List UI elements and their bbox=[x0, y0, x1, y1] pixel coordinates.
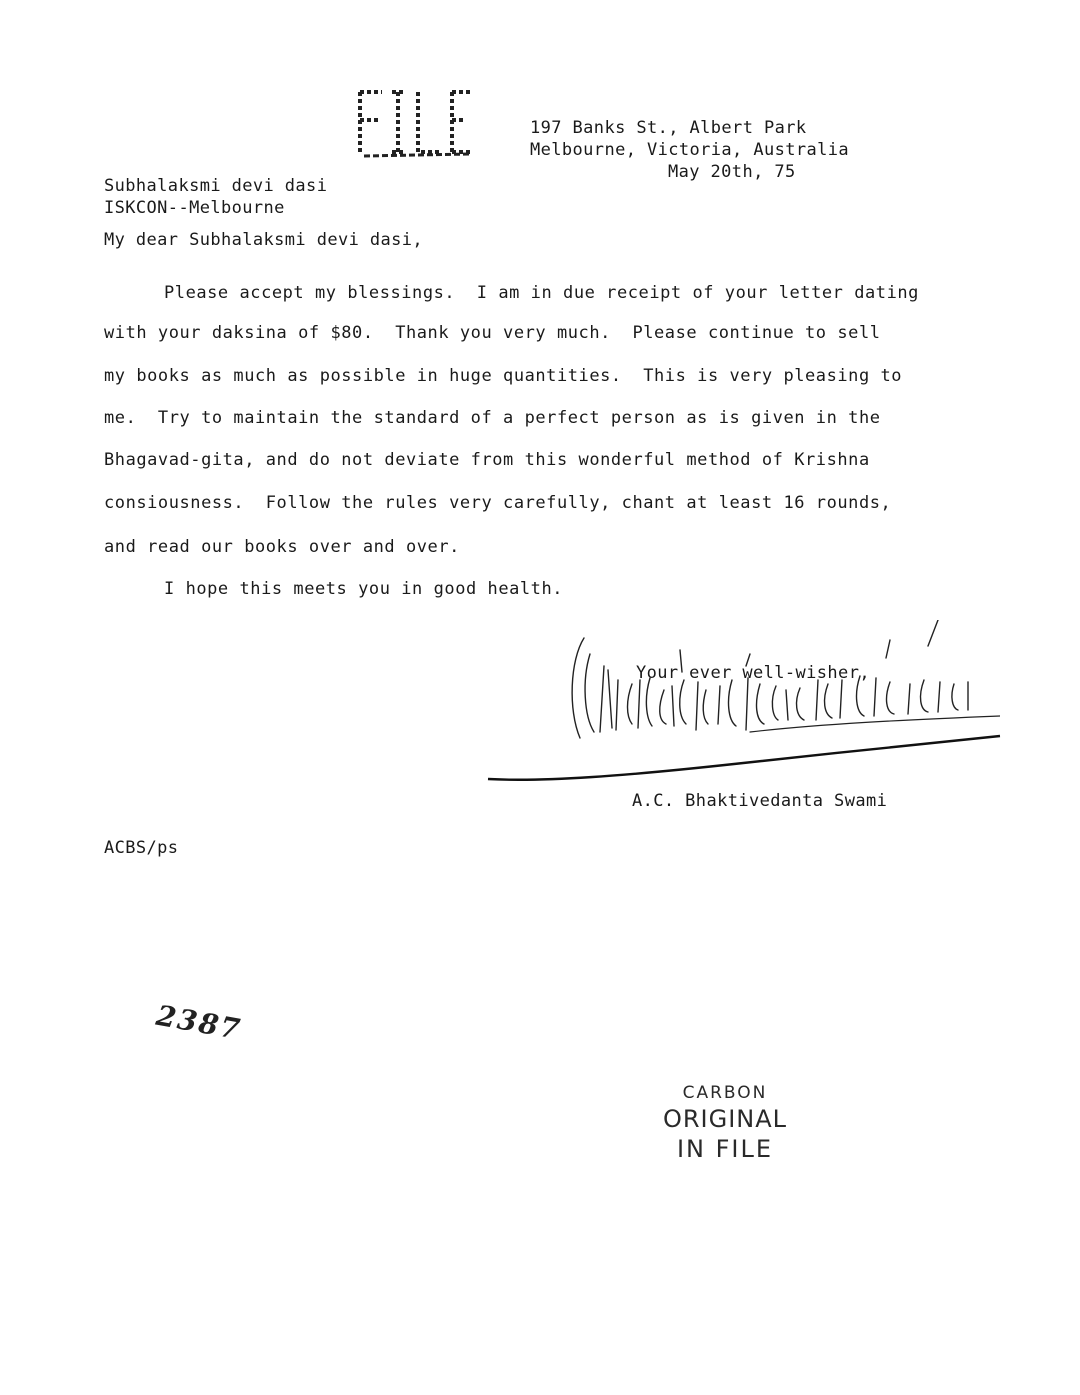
body-line: Bhagavad-gita, and do not deviate from this wonderful method of Krishna bbox=[104, 450, 870, 470]
body-line: and read our books over and over. bbox=[104, 537, 460, 557]
carbon-stamp-line-3: IN FILE bbox=[676, 1135, 774, 1163]
file-stamp bbox=[352, 86, 474, 160]
body-line: Please accept my blessings. I am in due receipt of your letter dating bbox=[164, 283, 919, 303]
salutation: My dear Subhalaksmi devi dasi, bbox=[104, 230, 424, 250]
carbon-stamp bbox=[640, 1082, 810, 1164]
recipient-org: ISKCON--Melbourne bbox=[104, 198, 285, 218]
body-line: consiousness. Follow the rules very carefully, chant at least 16 rounds, bbox=[104, 493, 892, 513]
letter-date: May 20th, 75 bbox=[668, 162, 796, 182]
recipient-name: Subhalaksmi devi dasi bbox=[104, 176, 328, 196]
signature-line bbox=[484, 724, 1004, 786]
carbon-stamp-line-2: ORIGINAL bbox=[662, 1105, 788, 1133]
typist-initials: ACBS/ps bbox=[104, 838, 179, 858]
signoff: Your ever well-wisher, bbox=[636, 663, 870, 683]
address-line-2: Melbourne, Victoria, Australia bbox=[530, 140, 850, 160]
archive-number: 2387 bbox=[153, 998, 245, 1047]
signature-name: A.C. Bhaktivedanta Swami bbox=[632, 791, 888, 811]
address-line-1: 197 Banks St., Albert Park bbox=[530, 118, 807, 138]
carbon-stamp-line-1: CARBON bbox=[682, 1083, 768, 1103]
body-line: me. Try to maintain the standard of a perfect person as is given in the bbox=[104, 408, 881, 428]
closing-line: I hope this meets you in good health. bbox=[164, 579, 564, 599]
body-line: my books as much as possible in huge quantities. This is very pleasing to bbox=[104, 366, 903, 386]
body-line: with your daksina of $80. Thank you very much. Please continue to sell bbox=[104, 323, 881, 343]
